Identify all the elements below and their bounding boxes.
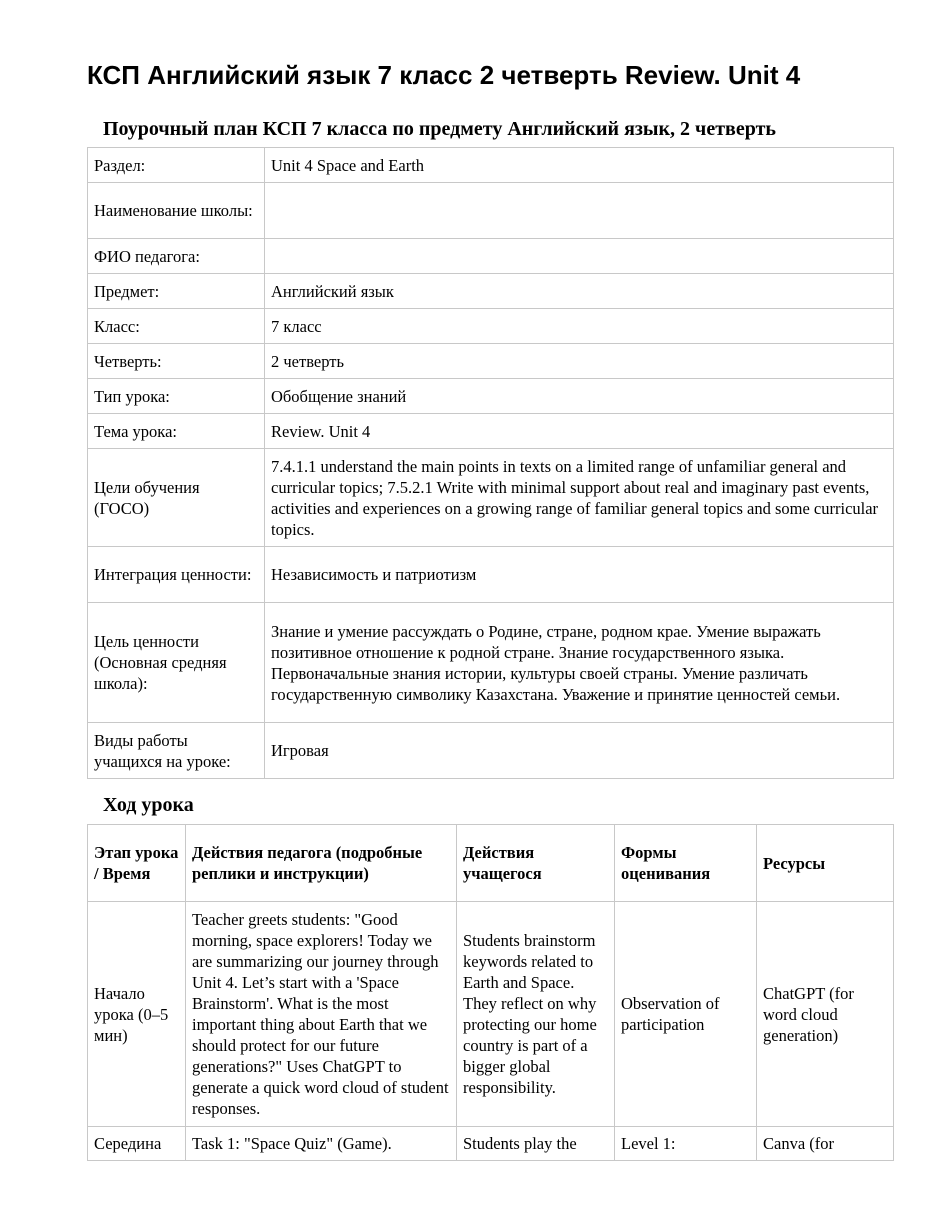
info-row-lesson-type bbox=[88, 379, 894, 414]
info-row-quarter bbox=[88, 344, 894, 379]
info-label: Виды работы учащихся на уроке: bbox=[88, 723, 265, 779]
resources-cell: ChatGPT (for word cloud generation) bbox=[757, 902, 894, 1127]
stage-cell: Середина bbox=[88, 1127, 186, 1161]
info-value: 2 четверть bbox=[265, 344, 894, 379]
info-value bbox=[265, 239, 894, 274]
info-label: Предмет: bbox=[88, 274, 265, 309]
lesson-info-table bbox=[87, 147, 894, 779]
info-value: 7.4.1.1 understand the main points in texts on a limited range of unfamiliar general and curricular topics; 7.5.2.1 Write with minimal support about real and imaginary past events, activities and experiences on a growing range of familiar general topics and some curricular topics. bbox=[265, 449, 894, 547]
plan-heading: Поурочный план КСП 7 класса по предмету Английский язык, 2 четверть bbox=[103, 118, 776, 140]
info-row-learning-objectives bbox=[88, 449, 894, 547]
info-label: Четверть: bbox=[88, 344, 265, 379]
assessment-cell: Level 1: bbox=[615, 1127, 757, 1161]
teacher-actions-cell: Teacher greets students: "Good morning, space explorers! Today we are summarizing our journey through Unit 4. Let’s start with a 'Space Brainstorm'. What is the most important thing about Earth that we should protect for our future generations?" Uses ChatGPT to generate a quick word cloud of student responses. bbox=[186, 902, 457, 1127]
info-row-grade bbox=[88, 309, 894, 344]
info-row-value-integration bbox=[88, 547, 894, 603]
lesson-heading: Ход урока bbox=[103, 794, 194, 816]
info-label: Наименование школы: bbox=[88, 183, 265, 239]
info-label: Тип урока: bbox=[88, 379, 265, 414]
student-actions-cell: Students play the bbox=[457, 1127, 615, 1161]
info-label: Цели обучения (ГОСО) bbox=[88, 449, 265, 547]
info-label: Класс: bbox=[88, 309, 265, 344]
info-row-value-goal bbox=[88, 603, 894, 723]
info-row-section bbox=[88, 148, 894, 183]
column-header-resources: Ресурсы bbox=[757, 825, 894, 902]
info-value: Обобщение знаний bbox=[265, 379, 894, 414]
info-value: Независимость и патриотизм bbox=[265, 547, 894, 603]
lesson-flow-table bbox=[87, 824, 894, 1161]
info-label: Тема урока: bbox=[88, 414, 265, 449]
student-actions-cell: Students brainstorm keywords related to Earth and Space. They reflect on why protecting our home country is part of a bigger global responsibility. bbox=[457, 902, 615, 1127]
table-row bbox=[88, 1127, 894, 1161]
column-header-stage: Этап урока / Время bbox=[88, 825, 186, 902]
info-value: Английский язык bbox=[265, 274, 894, 309]
lesson-header-row bbox=[88, 825, 894, 902]
info-row-lesson-topic bbox=[88, 414, 894, 449]
info-label: Цель ценности (Основная средняя школа): bbox=[88, 603, 265, 723]
info-value: Знание и умение рассуждать о Родине, стране, родном крае. Умение выражать позитивное отношение к родной стране. Знание государственного языка. Первоначальные знания истории, культуры своей страны. Умение различать государственную символику Казахстана. Уважение и принятие ценностей семьи. bbox=[265, 603, 894, 723]
info-value: 7 класс bbox=[265, 309, 894, 344]
column-header-teacher-actions: Действия педагога (подробные реплики и инструкции) bbox=[186, 825, 457, 902]
column-header-student-actions: Действия учащегося bbox=[457, 825, 615, 902]
info-value: Review. Unit 4 bbox=[265, 414, 894, 449]
info-value: Unit 4 Space and Earth bbox=[265, 148, 894, 183]
info-row-school bbox=[88, 183, 894, 239]
info-value: Игровая bbox=[265, 723, 894, 779]
info-label: ФИО педагога: bbox=[88, 239, 265, 274]
info-label: Раздел: bbox=[88, 148, 265, 183]
info-row-work-types bbox=[88, 723, 894, 779]
info-row-subject bbox=[88, 274, 894, 309]
column-header-assessment: Формы оценивания bbox=[615, 825, 757, 902]
table-row bbox=[88, 902, 894, 1127]
stage-cell: Начало урока (0–5 мин) bbox=[88, 902, 186, 1127]
info-value bbox=[265, 183, 894, 239]
info-label: Интеграция ценности: bbox=[88, 547, 265, 603]
info-row-teacher bbox=[88, 239, 894, 274]
assessment-cell: Observation of participation bbox=[615, 902, 757, 1127]
teacher-actions-cell: Task 1: "Space Quiz" (Game). bbox=[186, 1127, 457, 1161]
resources-cell: Canva (for bbox=[757, 1127, 894, 1161]
document-title: КСП Английский язык 7 класс 2 четверть Review. Unit 4 bbox=[87, 60, 801, 90]
